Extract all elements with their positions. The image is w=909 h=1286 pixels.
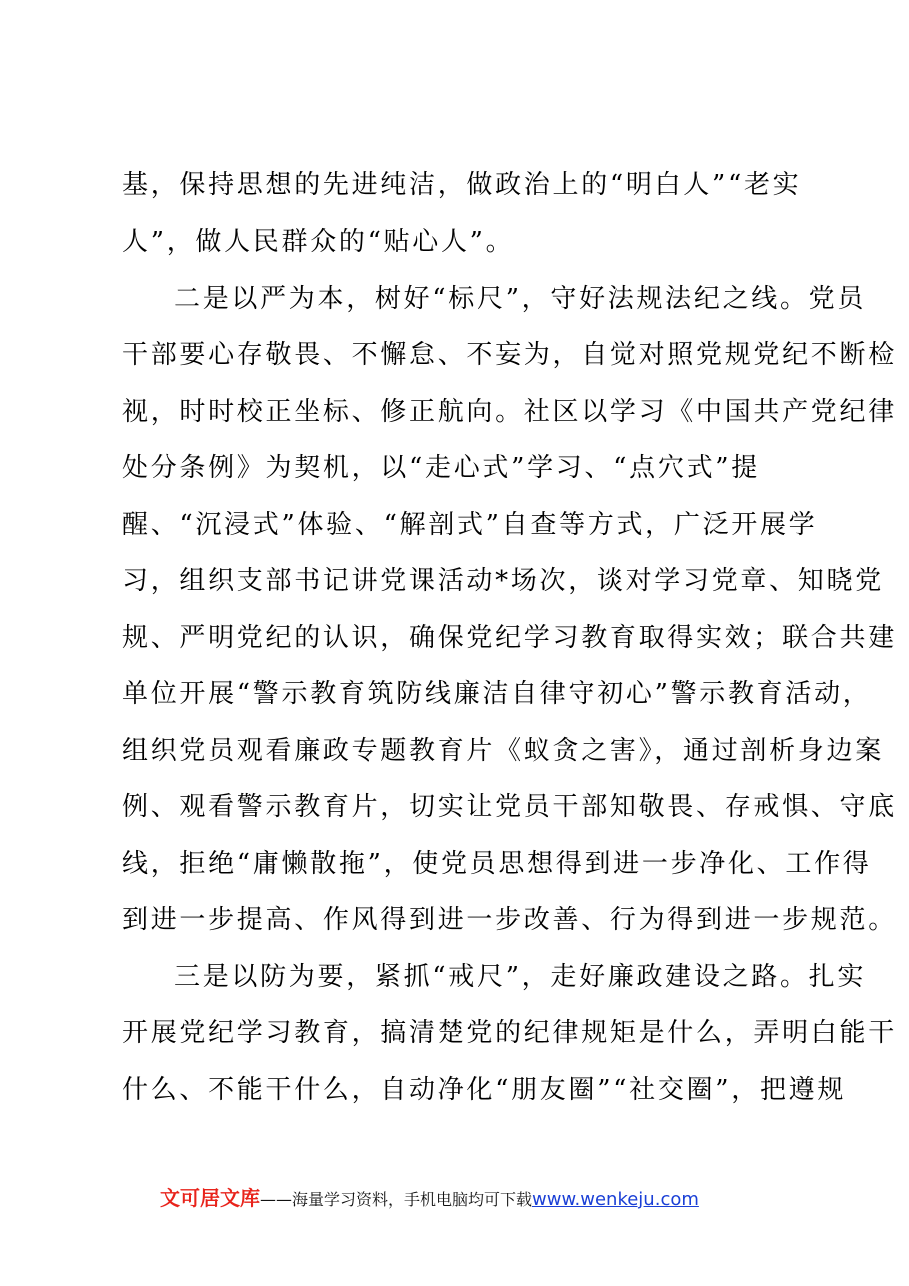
paragraph-start-line: 二是以严为本，树好“标尺”，守好法规法纪之线。党员 bbox=[174, 284, 867, 314]
text-line: 处分条例》为契机，以“走心式”学习、“点穴式”提 bbox=[122, 453, 760, 483]
footer-banner bbox=[160, 1185, 699, 1211]
text-line: 基，保持思想的先进纯洁，做政治上的“明白人”“老实 bbox=[122, 170, 802, 200]
text-line: 规、严明党纪的认识，确保党纪学习教育取得实效；联合共建 bbox=[122, 623, 897, 653]
text-line: 组织党员观看廉政专题教育片《蚁贪之害》，通过剖析身边案 bbox=[122, 736, 884, 766]
brand-name: 文可居文库 bbox=[160, 1186, 260, 1210]
text-line: 线，拒绝“庸懒散拖”，使党员思想得到进一步净化、工作得 bbox=[122, 849, 872, 879]
text-line: 什么、不能干什么，自动净化“朋友圈”“社交圈”，把遵规 bbox=[122, 1075, 847, 1105]
text-line: 视，时时校正坐标、修正航向。社区以学习《中国共产党纪律 bbox=[122, 397, 897, 427]
text-line: 干部要心存敬畏、不懈怠、不妄为，自觉对照党规党纪不断检 bbox=[122, 340, 897, 370]
text-line: 例、观看警示教育片，切实让党员干部知敬畏、存戒惧、守底 bbox=[122, 792, 897, 822]
paragraph-start-line: 三是以防为要，紧抓“戒尺”，走好廉政建设之路。扎实 bbox=[174, 962, 867, 992]
text-line: 习，组织支部书记讲党课活动*场次，谈对学习党章、知晓党 bbox=[122, 566, 884, 596]
text-line: 开展党纪学习教育，搞清楚党的纪律规矩是什么，弄明白能干 bbox=[122, 1018, 897, 1048]
text-line: 单位开展“警示教育筑防线廉洁自律守初心”警示教育活动， bbox=[122, 679, 872, 709]
text-line: 人”，做人民群众的“贴心人”。 bbox=[122, 227, 515, 257]
text-line: 醒、“沉浸式”体验、“解剖式”自查等方式，广泛开展学 bbox=[122, 510, 818, 540]
footer-tagline: ——海量学习资料，手机电脑均可下载 bbox=[260, 1190, 533, 1209]
text-line: 到进一步提高、作风得到进一步改善、行为得到进一步规范。 bbox=[122, 905, 897, 935]
website-link[interactable]: www.wenkeju.com bbox=[532, 1189, 699, 1210]
